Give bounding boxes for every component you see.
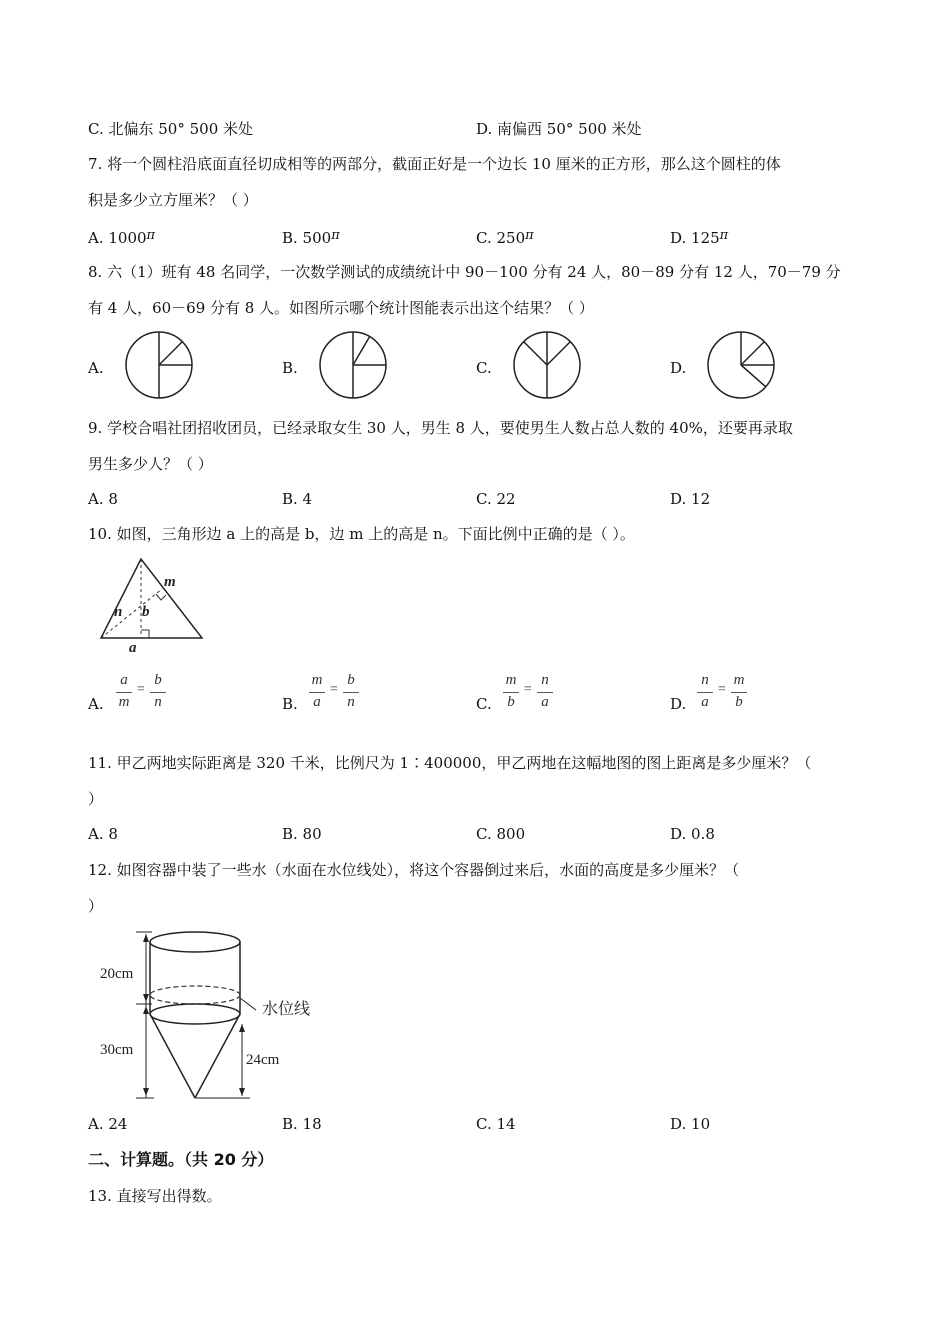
q8-pie-d [706,330,778,402]
q10-fraction-c: m b = n a [499,672,559,716]
q9-option-b: B. 4 [282,490,313,508]
q11-option-b: B. 80 [282,825,322,843]
q13-stem: 13. 直接写出得数。 [88,1187,222,1205]
q9-option-a: A. 8 [88,490,118,508]
q10-label-b: b [142,604,150,620]
q10-fraction-a: a m = b n [112,672,172,716]
q8-label-d: D. [670,359,687,377]
q7-stem-line2: 积是多少立方厘米？（ ） [88,191,258,209]
q7-option-a: A. 1000π [88,228,156,247]
q8-stem-line2: 有 4 人，60－69 分有 8 人。如图所示哪个统计图能表示出这个结果？（ ） [88,299,594,317]
q10-label-d-opt: D. [670,695,687,713]
q9-stem-line2: 男生多少人？（ ） [88,455,213,473]
q10-fraction-b: m a = b n [305,672,365,716]
q11-option-d: D. 0.8 [670,825,715,843]
q6-option-c: C. 北偏东 50° 500 米处 [88,120,254,138]
q7-stem-line1: 7. 将一个圆柱沿底面直径切成相等的两部分，截面正好是一个边长 10 厘米的正方形，那么这个圆柱的体 [88,155,781,173]
section2-title: 二、计算题。（共 20 分） [88,1150,274,1169]
q9-option-d: D. 12 [670,490,711,508]
q12-container-figure [96,926,336,1106]
q10-fraction-d: n a = m b [693,672,753,716]
q10-label-a-opt: A. [88,695,104,713]
q8-label-a: A. [88,359,104,377]
q6-option-d: D. 南偏西 50° 500 米处 [476,120,642,138]
q10-label-b-opt: B. [282,695,298,713]
q7-option-d: D. 125π [670,228,729,247]
q12-option-a: A. 24 [88,1115,128,1133]
q8-label-c: C. [476,359,492,377]
q11-option-a: A. 8 [88,825,118,843]
q7-option-c: C. 250π [476,228,534,247]
q12-label-water: 水位线 [262,999,311,1018]
q12-option-d: D. 10 [670,1115,711,1133]
q11-stem-line1: 11. 甲乙两地实际距离是 320 千米，比例尺为 1∶400000，甲乙两地在这幅地图的图上距离是多少厘米？（ [88,754,812,772]
q9-option-c: C. 22 [476,490,516,508]
q10-triangle-figure [96,556,211,656]
q8-pie-b [318,330,390,402]
q12-option-b: B. 18 [282,1115,322,1133]
q10-label-a: a [129,640,137,656]
q12-option-c: C. 14 [476,1115,516,1133]
q12-stem-line2: ） [88,897,104,915]
q10-label-m: m [164,574,176,590]
q9-stem-line1: 9. 学校合唱社团招收团员，已经录取女生 30 人，男生 8 人，要使男生人数占总人数的 40%，还要再录取 [88,419,793,437]
q10-stem: 10. 如图，三角形边 a 上的高是 b，边 m 上的高是 n。下面比例中正确的是（ ）。 [88,525,635,543]
q10-label-c-opt: C. [476,695,492,713]
q11-stem-line2: ） [88,790,104,808]
q7-option-b: B. 500π [282,228,340,247]
q8-pie-c [512,330,584,402]
q12-label-bottom: 30cm [100,1042,134,1058]
q12-label-top: 20cm [100,966,134,982]
q10-label-n: n [114,604,123,620]
q8-label-b: B. [282,359,298,377]
q8-pie-a [124,330,196,402]
q11-option-c: C. 800 [476,825,526,843]
q8-stem-line1: 8. 六（1）班有 48 名同学，一次数学测试的成绩统计中 90－100 分有 24 人，80－89 分有 12 人，70－79 分 [88,263,841,281]
q12-label-cone: 24cm [246,1052,280,1068]
q12-stem-line1: 12. 如图容器中装了一些水（水面在水位线处），将这个容器倒过来后，水面的高度是多少厘米？（ [88,861,740,879]
